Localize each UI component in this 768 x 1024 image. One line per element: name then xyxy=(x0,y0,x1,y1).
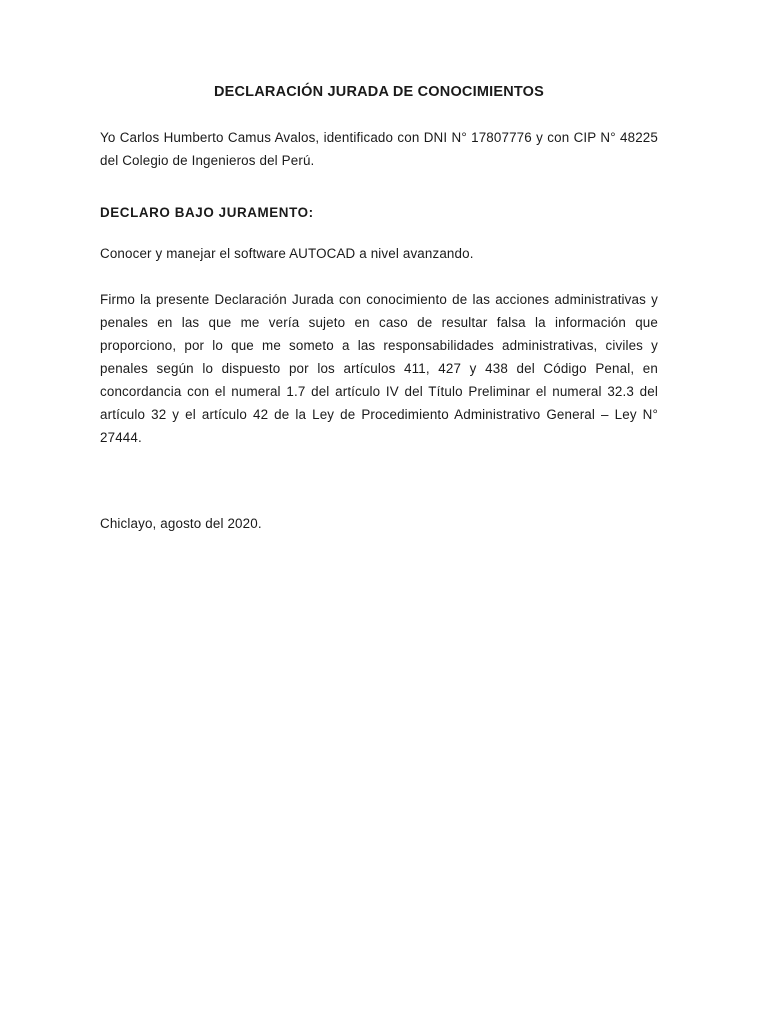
statement-paragraph: Conocer y manejar el software AUTOCAD a nivel avanzando. xyxy=(100,246,474,261)
place-date: Chiclayo, agosto del 2020. xyxy=(100,516,262,531)
declaration-heading: DECLARO BAJO JURAMENTO: xyxy=(100,205,314,220)
intro-paragraph: Yo Carlos Humberto Camus Avalos, identificado con DNI N° 17807776 y con CIP N° 48225 del Colegio de Ingenieros del Perú. xyxy=(100,130,658,168)
document-title: DECLARACIÓN JURADA DE CONOCIMIENTOS xyxy=(213,84,545,100)
signature-clause-paragraph: Firmo la presente Declaración Jurada con conocimiento de las acciones administrativas y penales en las que me vería sujeto en caso de resultar falsa la información que proporciono, por lo que me someto a las responsabilidades administrativas, civiles y penales según lo dispuesto por los artículos 411, 427 y 438 del Código Penal, en concordancia con el numeral 1.7 del artículo IV del Título Preliminar el numeral 32.3 del artículo 32 y el artículo 42 de la Ley de Procedimiento Administrativo General – Ley N° 27444. xyxy=(100,292,658,445)
